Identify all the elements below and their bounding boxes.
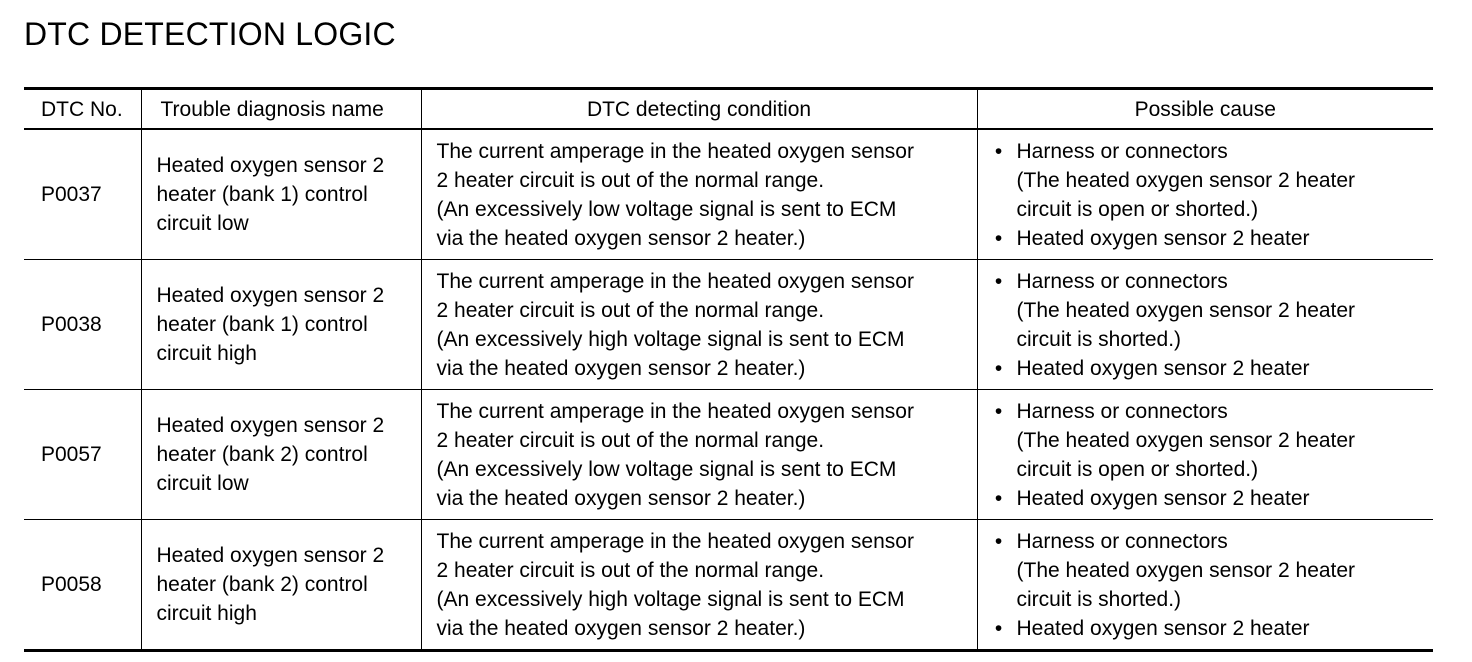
table-row [24,390,1433,520]
condition-line: (An excessively high voltage signal is sent to ECM [436,327,905,351]
cause-detail: (The heated oxygen sensor 2 heater [1016,558,1356,582]
bullet-icon: • [994,356,1003,380]
cause-detail: circuit is open or shorted.) [1016,457,1259,481]
condition-line: via the heated oxygen sensor 2 heater.) [436,616,806,640]
cause-label: Harness or connectors [1016,399,1228,423]
diagnosis-name-line: Heated oxygen sensor 2 [156,544,385,567]
header-dtc-detecting-condition: DTC detecting condition [421,89,977,130]
cause-item [992,484,1434,513]
detecting-condition [421,260,977,390]
bullet-icon: • [994,399,1003,423]
condition-line: via the heated oxygen sensor 2 heater.) [436,356,806,380]
bullet-icon: • [994,529,1003,553]
header-trouble-diagnosis-name: Trouble diagnosis name [141,89,421,130]
dtc-detection-table [24,87,1433,652]
cause-item [992,397,1434,484]
diagnosis-name [141,390,421,520]
diagnosis-name-line: circuit low [156,212,249,235]
condition-line: via the heated oxygen sensor 2 heater.) [436,486,806,510]
diagnosis-name-line: circuit high [156,342,257,365]
detecting-condition [421,129,977,260]
bullet-icon: • [994,616,1003,640]
bullet-icon: • [994,486,1003,510]
cause-detail: circuit is open or shorted.) [1016,197,1259,221]
cause-item [992,137,1434,224]
condition-line: 2 heater circuit is out of the normal range. [436,168,825,192]
diagnosis-name-line: Heated oxygen sensor 2 [156,154,385,177]
table-row [24,260,1433,390]
cause-item [992,354,1434,383]
cause-item [992,527,1434,614]
table-row [24,520,1433,651]
condition-line: 2 heater circuit is out of the normal range. [436,428,825,452]
cause-detail: circuit is shorted.) [1016,587,1182,611]
condition-line: (An excessively high voltage signal is sent to ECM [436,587,905,611]
cause-item [992,224,1434,253]
header-dtc-no: DTC No. [24,89,141,130]
diagnosis-name-line: circuit high [156,602,257,625]
cause-detail: circuit is shorted.) [1016,327,1182,351]
condition-line: via the heated oxygen sensor 2 heater.) [436,226,806,250]
dtc-code: P0058 [24,520,141,651]
page-title: DTC DETECTION LOGIC [24,16,396,52]
condition-line: 2 heater circuit is out of the normal range. [436,558,825,582]
diagnosis-name-line: heater (bank 1) control [156,183,368,206]
cause-label: Heated oxygen sensor 2 heater [1016,486,1310,510]
diagnosis-name [141,520,421,651]
cause-detail: (The heated oxygen sensor 2 heater [1016,298,1356,322]
diagnosis-name-line: circuit low [156,472,249,495]
diagnosis-name-line: heater (bank 2) control [156,443,368,466]
condition-line: The current amperage in the heated oxygen sensor [436,529,914,553]
cause-detail: (The heated oxygen sensor 2 heater [1016,168,1356,192]
condition-line: 2 heater circuit is out of the normal range. [436,298,825,322]
dtc-code: P0038 [24,260,141,390]
diagnosis-name-line: heater (bank 2) control [156,573,368,596]
condition-line: (An excessively low voltage signal is sent to ECM [436,197,897,221]
condition-line: The current amperage in the heated oxygen sensor [436,399,914,423]
cause-label: Heated oxygen sensor 2 heater [1016,356,1310,380]
diagnosis-name [141,129,421,260]
cause-label: Harness or connectors [1016,139,1228,163]
detecting-condition [421,520,977,651]
cause-item [992,614,1434,643]
cause-item [992,267,1434,354]
dtc-code: P0037 [24,129,141,260]
condition-line: (An excessively low voltage signal is sent to ECM [436,457,897,481]
header-possible-cause: Possible cause [977,89,1433,130]
cause-label: Heated oxygen sensor 2 heater [1016,226,1310,250]
bullet-icon: • [994,269,1003,293]
cause-detail: (The heated oxygen sensor 2 heater [1016,428,1356,452]
diagnosis-name-line: heater (bank 1) control [156,313,368,336]
condition-line: The current amperage in the heated oxygen sensor [436,269,914,293]
cause-label: Heated oxygen sensor 2 heater [1016,616,1310,640]
table-header-row [24,89,1433,130]
detecting-condition [421,390,977,520]
possible-cause [977,520,1433,651]
possible-cause [977,260,1433,390]
condition-line: The current amperage in the heated oxygen sensor [436,139,914,163]
cause-label: Harness or connectors [1016,529,1228,553]
bullet-icon: • [994,226,1003,250]
possible-cause [977,129,1433,260]
bullet-icon: • [994,139,1003,163]
cause-label: Harness or connectors [1016,269,1228,293]
table-row [24,129,1433,260]
diagnosis-name-line: Heated oxygen sensor 2 [156,414,385,437]
diagnosis-name [141,260,421,390]
possible-cause [977,390,1433,520]
diagnosis-name-line: Heated oxygen sensor 2 [156,284,385,307]
dtc-code: P0057 [24,390,141,520]
